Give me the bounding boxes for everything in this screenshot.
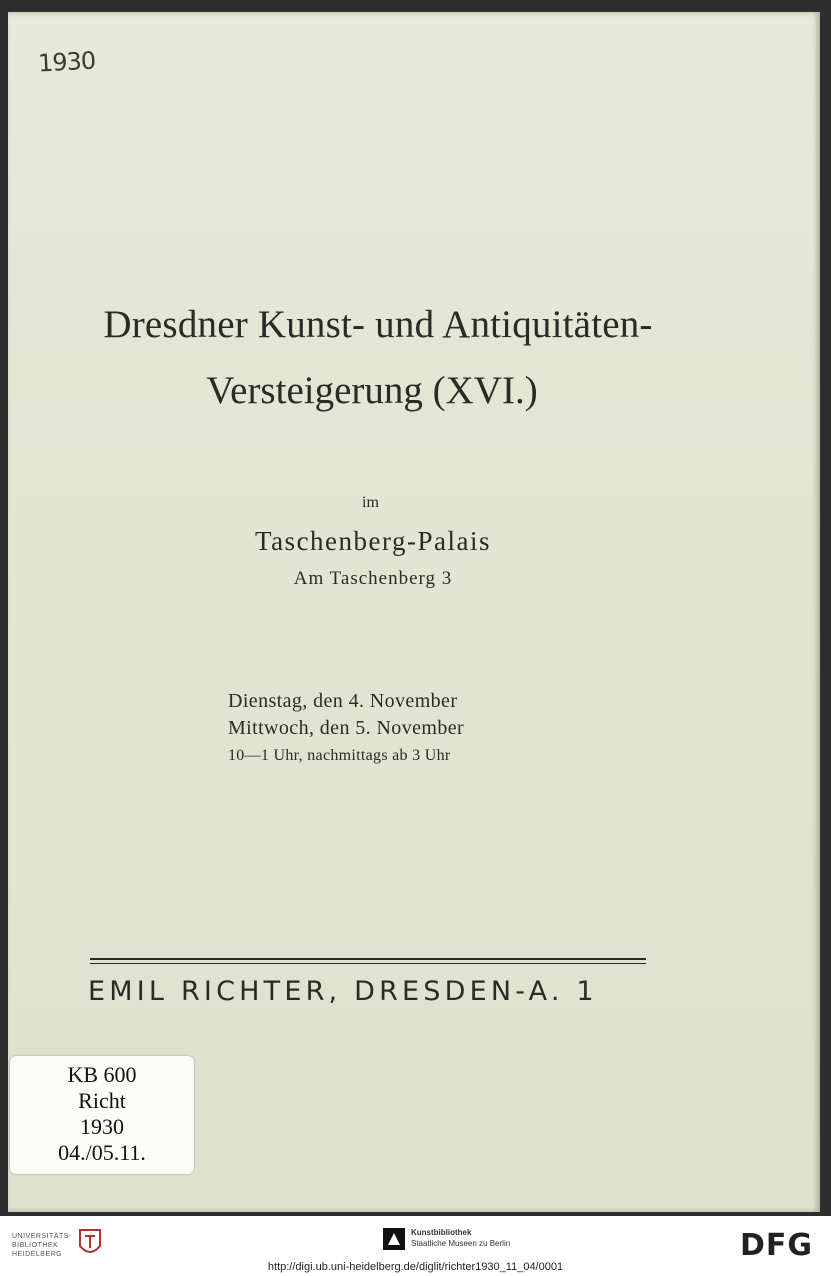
auction-dates <box>228 688 464 769</box>
title-line-1: Dresdner Kunst- und Antiquitäten- <box>103 303 653 346</box>
shelf-mark-line: 04./05.11. <box>58 1140 146 1165</box>
dfg-logo-icon: DFG <box>740 1228 814 1263</box>
handwritten-year: 1930 <box>37 46 96 78</box>
auction-date-1: Dienstag, den 4. November <box>228 690 458 712</box>
shelf-mark-line: 1930 <box>80 1114 124 1139</box>
venue-preposition: im <box>362 494 379 511</box>
permalink-url[interactable]: http://digi.ub.uni-heidelberg.de/diglit/richter1930_11_04/0001 <box>267 1261 564 1273</box>
shelf-mark-line: KB 600 <box>67 1062 137 1087</box>
title-line-2: Versteigerung (XVI.) <box>206 369 538 412</box>
venue-name: Taschenberg-Palais <box>254 526 492 556</box>
digitization-footer <box>0 1216 831 1276</box>
auction-hours: 10—1 Uhr, nachmittags ab 3 Uhr <box>228 747 451 764</box>
publisher-name: EMIL RICHTER, DRESDEN-A. 1 <box>88 976 598 1007</box>
divider-rule-thick <box>90 958 646 960</box>
kunstbibliothek-logo-icon <box>383 1228 405 1250</box>
auction-date-2: Mittwoch, den 5. November <box>228 717 465 739</box>
venue-address: Am Taschenberg 3 <box>293 568 453 589</box>
kunstbibliothek-wordmark: Kunstbibliothek Staatliche Museen zu Berlin <box>411 1228 511 1248</box>
catalog-cover-page <box>8 12 820 1212</box>
university-seal-icon <box>78 1228 102 1258</box>
shelf-mark-line: Richt <box>78 1088 126 1113</box>
divider-rule-thin <box>90 963 646 964</box>
shelf-mark-label <box>10 1056 194 1174</box>
university-library-wordmark: UNIVERSITÄTS- BIBLIOTHEK HEIDELBERG <box>12 1233 72 1258</box>
